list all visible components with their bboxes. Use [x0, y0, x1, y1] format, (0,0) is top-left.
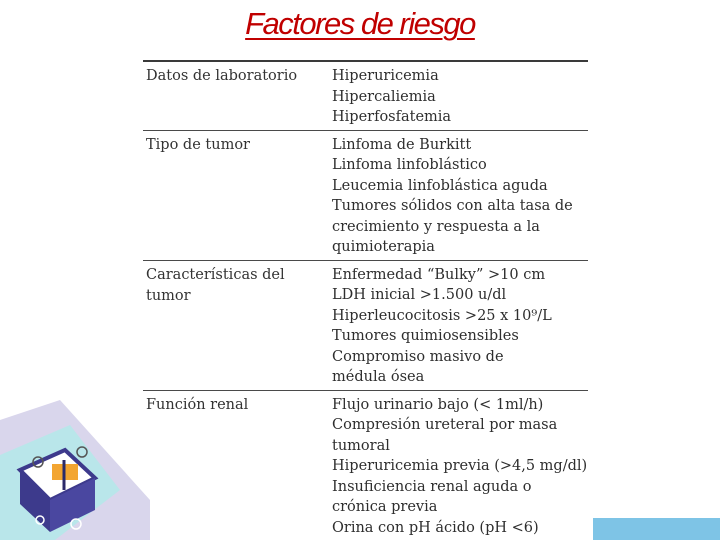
list-item: LDH inicial >1.500 u/dl — [332, 287, 507, 303]
list-item: Compromiso masivo de — [332, 348, 504, 365]
list-item: Hiperuricemia — [332, 68, 439, 84]
list-item: Hiperuricemia previa (>4,5 mg/dl) — [332, 458, 588, 474]
list-item: médula ósea — [332, 369, 425, 385]
list-item: Insuficiencia renal aguda o — [332, 478, 532, 495]
list-item: Compresión ureteral por masa — [332, 417, 558, 433]
category-label: Datos de laboratorio — [146, 68, 298, 84]
category-label: Tipo de tumor — [146, 136, 250, 153]
risk-factors-table — [143, 60, 588, 540]
page-title: Factores de riesgo — [245, 6, 475, 41]
list-item: Leucemia linfoblástica aguda — [332, 177, 548, 194]
list-item: Hiperleucocitosis >25 x 10⁹/L — [332, 307, 552, 324]
table-row-tumor-features — [143, 261, 588, 391]
list-item: Linfoma de Burkitt — [332, 136, 472, 153]
list-item: Hipercaliemia — [332, 88, 436, 105]
list-item: crecimiento y respuesta a la — [332, 218, 540, 235]
list-item: Tumores quimiosensibles — [332, 328, 519, 344]
list-item: Tumores sólidos con alta tasa de — [332, 198, 573, 214]
list-item: Flujo urinario bajo (< 1ml/h) — [332, 396, 544, 413]
accent-bar — [593, 518, 720, 540]
list-item: Enfermedad “Bulky” >10 cm — [332, 266, 546, 283]
category-label: Características del tumor — [146, 266, 285, 304]
list-item: Orina con pH ácido (pH <6) — [332, 519, 539, 536]
table-row-renal — [143, 391, 588, 540]
list-item: Linfoma linfoblástico — [332, 157, 487, 173]
list-item: crónica previa — [332, 499, 438, 515]
list-item: quimioterapia — [332, 239, 435, 255]
list-item: Hiperfosfatemia — [332, 109, 452, 125]
list-item: tumoral — [332, 437, 390, 454]
table-row-tumor-type — [143, 131, 588, 261]
table-row-lab — [143, 62, 588, 131]
medical-logo-decoration — [0, 400, 150, 540]
category-label: Función renal — [146, 396, 249, 413]
